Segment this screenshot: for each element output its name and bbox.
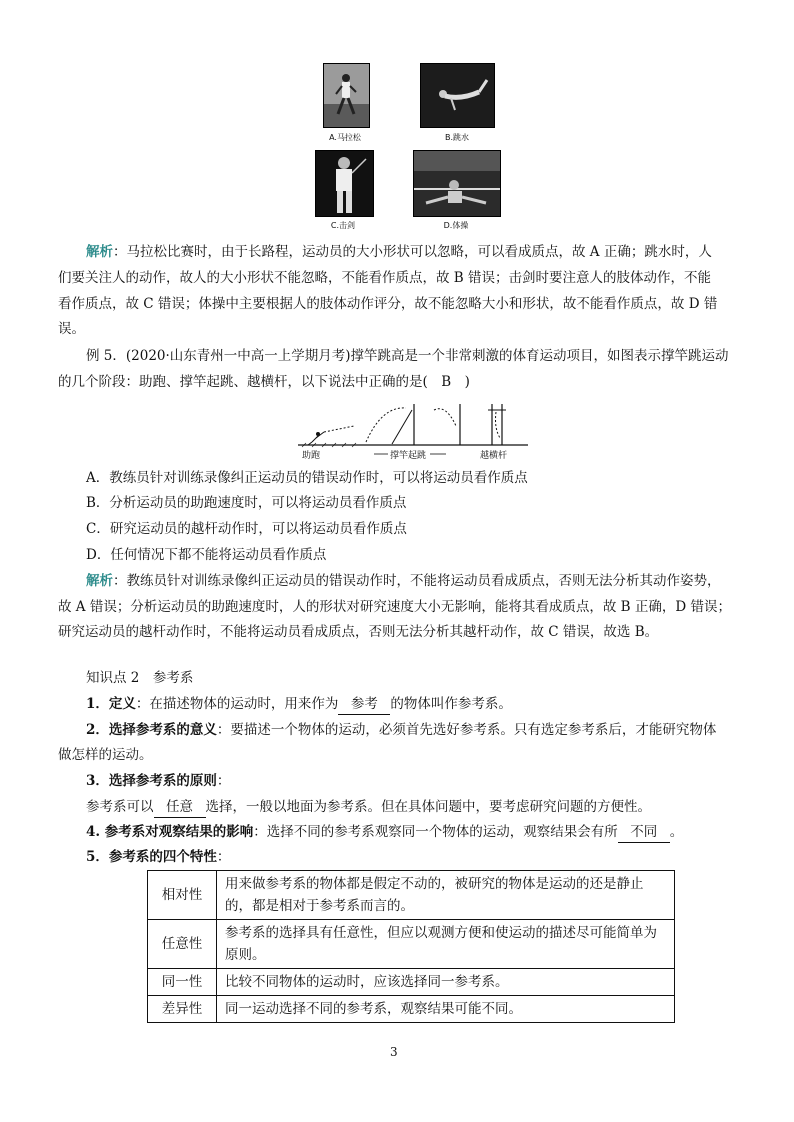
ex4-analysis-line-4: 误。	[58, 321, 85, 337]
ex5-stem-line-2: 的几个阶段：助跑、撑竿起跳、越横杆，以下说法中正确的是( B )	[58, 374, 470, 390]
pole-vault-diagram	[296, 398, 536, 460]
blank-arbitrary: 任意	[154, 797, 206, 818]
table-row	[148, 920, 675, 969]
kp2-influence: 4. 参考系对观察结果的影响：选择不同的参考系观察同一个物体的运动，观察结果会有所 不同 。	[86, 822, 683, 843]
table-row	[148, 996, 675, 1023]
ex4-analysis-line-3: 看作质点，故 C 错误；体操中主要根据人的肢体动作评分，故不能忽略大小和形状，故不能看作质点，故 D 错	[58, 296, 718, 312]
ex5-analysis-line-3: 研究运动员的越杆动作时，不能将运动员看成质点，否则无法分析其越杆动作，故 C 错误，故选 B。	[58, 624, 659, 640]
blank-reference: 参考	[338, 694, 390, 715]
kp2-definition: 1．定义：在描述物体的运动时，用来作为 参考 的物体叫作参考系。	[86, 694, 512, 715]
ex4-analysis-line-2: 们要关注人的动作，故人的大小形状不能忽略，不能看作质点，故 B 错误；击剑时要注意人的肢体动作，不能	[58, 270, 712, 286]
photo-gymnastics	[413, 150, 501, 217]
table-key-cell: 任意性	[148, 920, 217, 969]
table-row	[148, 871, 675, 920]
kp2-meaning-cont: 做怎样的运动。	[58, 747, 153, 763]
kp2-meaning: 2．选择参考系的意义：要描述一个物体的运动，必须首先选好参考系。只有选定参考系后，才能研究物体	[86, 722, 717, 738]
analysis-label: 解析	[86, 244, 113, 260]
page-number: 3	[390, 1045, 398, 1059]
label-jump: 撑竿起跳	[390, 450, 427, 460]
blank-different: 不同	[618, 822, 670, 843]
table-key-cell: 同一性	[148, 969, 217, 996]
gymnast-icon	[414, 151, 500, 216]
photo-caption-a: A.马拉松	[329, 133, 361, 142]
photo-caption-b: B.跳水	[444, 133, 470, 142]
ex5-analysis-line-2: 故 A 错误；分析运动员的助跑速度时，人的形状对研究速度大小无影响，能将其看成质点，故 B 正确，D 错误；	[58, 599, 731, 615]
table-row	[148, 969, 675, 996]
ex5-option-a: A．教练员针对训练录像纠正运动员的错误动作时，可以将运动员看作质点	[86, 470, 528, 486]
table-value-cell: 用来做参考系的物体都是假定不动的，被研究的物体是运动的还是静止的，都是相对于参考系而言的。	[217, 871, 675, 920]
ex5-stem-line-1: 例 5．(2020·山东青州一中高一上学期月考)撑竿跳高是一个非常刺激的体育运动项目，如图表示撑竿跳运动	[86, 348, 729, 364]
photo-diving	[420, 63, 495, 128]
table-value-cell: 比较不同物体的运动时，应该选择同一参考系。	[217, 969, 675, 996]
photo-caption-d: D.体操	[443, 221, 469, 230]
table-value-cell: 参考系的选择具有任意性，但应以观测方便和使运动的描述尽可能简单为原则。	[217, 920, 675, 969]
table-value-cell: 同一运动选择不同的参考系，观察结果可能不同。	[217, 996, 675, 1023]
kp2-principle: 参考系可以 任意 选择，一般以地面为参考系。但在具体问题中，要考虑研究问题的方便性。	[86, 797, 651, 818]
ex5-option-c: C．研究运动员的越杆动作时，可以将运动员看作质点	[86, 521, 407, 537]
fencer-icon	[316, 151, 373, 216]
ex5-option-d: D．任何情况下都不能将运动员看作质点	[86, 547, 327, 563]
ex4-analysis-line-1: 解析：马拉松比赛时，由于长路程，运动员的大小形状可以忽略，可以看成质点，故 A 正确；跳水时，人	[86, 244, 712, 260]
kp2-principle-title: 3．选择参考系的原则：	[86, 773, 231, 789]
diver-icon	[421, 64, 494, 127]
marathon-runner-icon	[324, 64, 369, 127]
reference-frame-properties-table	[147, 870, 675, 1023]
ex5-analysis-line-1: 解析：教练员针对训练录像纠正运动员的错误动作时，不能将运动员看成质点，否则无法分析其动作姿势，	[86, 573, 721, 589]
table-key-cell: 相对性	[148, 871, 217, 920]
label-bar: 越横杆	[480, 450, 508, 460]
table-key-cell: 差异性	[148, 996, 217, 1023]
analysis-label: 解析	[86, 573, 113, 589]
kp2-heading: 知识点 2 参考系	[86, 670, 194, 686]
kp2-props-title: 5．参考系的四个特性：	[86, 849, 231, 865]
photo-fencing	[315, 150, 374, 217]
ex5-option-b: B．分析运动员的助跑速度时，可以将运动员看作质点	[86, 495, 407, 511]
label-run: 助跑	[302, 450, 321, 460]
photo-marathon	[323, 63, 370, 128]
photo-caption-c: C.击剑	[330, 221, 356, 230]
